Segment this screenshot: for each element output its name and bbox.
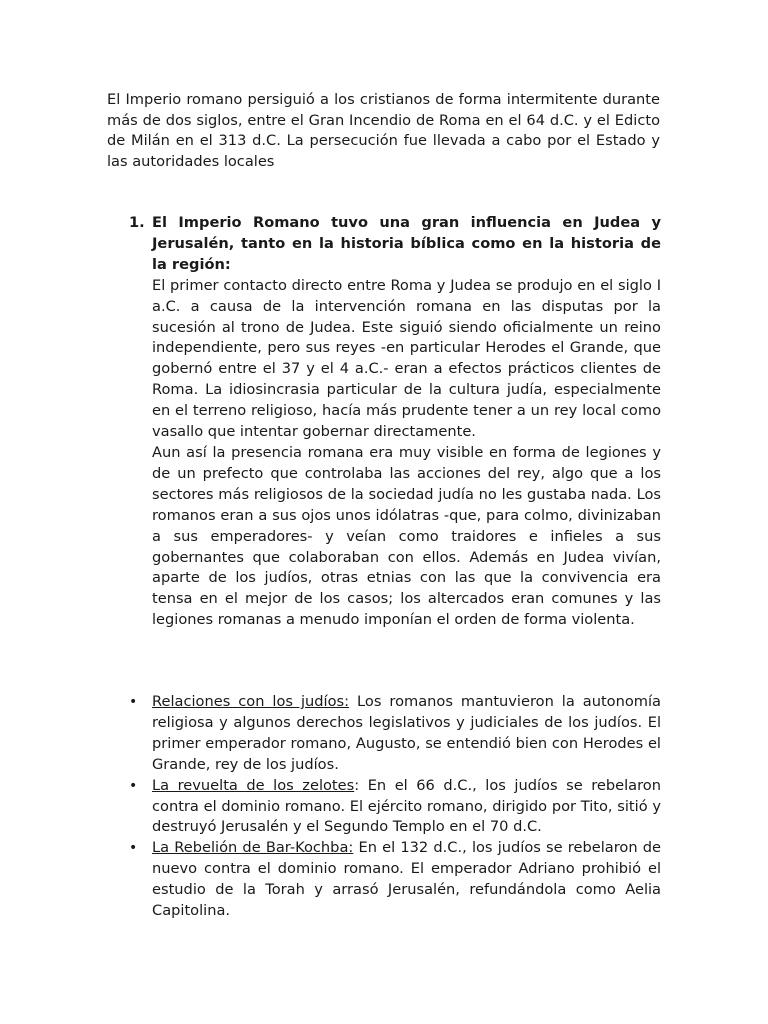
bullet-icon: •	[129, 840, 138, 857]
bullet-text: En el 132 d.C., los judíos se rebelaron de nuevo contra el dominio romano. El emperador Adriano prohibió el estudio de la Torah y arrasó Jerusalén, refundándola como Aelia Capitolina.	[152, 839, 661, 920]
bullet-item-zelotes	[129, 776, 661, 839]
bullet-item-bar-kochba	[129, 838, 661, 922]
bullet-icon: •	[129, 694, 138, 710]
bullet-icon: •	[129, 777, 138, 794]
intro-paragraph: El Imperio romano persiguió a los cristianos de forma intermitente durante más de dos siglos, entre el Gran Incendio de Roma en el 64 d.C. y el Edicto de Milán en el 313 d.C. La persecución fue llevada a cabo por el Estado y las autoridades locales	[107, 91, 660, 170]
bullet-item-relaciones	[129, 692, 661, 776]
section-body	[152, 213, 661, 631]
bullet-title: La revuelta de los zelotes	[152, 776, 355, 794]
bullet-text: : En el 66 d.C., los judíos se rebelaron contra el dominio romano. El ejército romano, dirigido por Tito, sitió y destruyó Jerusalén y el Segundo Templo en el 70 d.C.	[152, 776, 661, 836]
section-heading: El Imperio Romano tuvo una gran influencia en Judea y Jerusalén, tanto en la historia bíblica como en la historia de la región:	[152, 214, 661, 273]
section-number: 1.	[129, 214, 145, 231]
bullet-list	[129, 692, 661, 922]
section-paragraph: Aun así la presencia romana era muy visible en forma de legiones y de un prefecto que controlaba las acciones del rey, algo que a los sectores más religiosos de la sociedad judía no les gustaba nada. Los romanos eran a sus ojos unos idólatras -que, para colmo, divinizaban a sus emperadores- y veían como traidores e infieles a sus gobernantes que colaboraban con ellos. Además en Judea vivían, aparte de los judíos, otras etnias con las que la convivencia era tensa en el mejor de los casos; los altercados eran comunes y las legiones romanas a menudo imponían el orden de forma violenta.	[152, 443, 661, 629]
bullet-title: La Rebelión de Bar-Kochba:	[152, 839, 354, 857]
bullet-text: Los romanos mantuvieron la autonomía religiosa y algunos derechos legislativos y judiciales de los judíos. El primer emperador romano, Augusto, se entendió bien con Herodes el Grande, rey de los judíos.	[152, 693, 661, 773]
bullet-title: Relaciones con los judíos:	[152, 693, 350, 710]
numbered-section	[129, 213, 661, 631]
section-paragraph: El primer contacto directo entre Roma y Judea se produjo en el siglo I a.C. a causa de la intervención romana en las disputas por la sucesión al trono de Judea. Este siguió siendo oficialmente un reino independiente, pero sus reyes -en particular Herodes el Grande, que gobernó entre el 37 y el 4 a.C.- eran a efectos prácticos clientes de Roma. La idiosincrasia particular de la cultura judía, especialmente en el terreno religioso, hacía más prudente tener a un rey local como vasallo que intentar gobernar directamente.	[152, 276, 661, 441]
